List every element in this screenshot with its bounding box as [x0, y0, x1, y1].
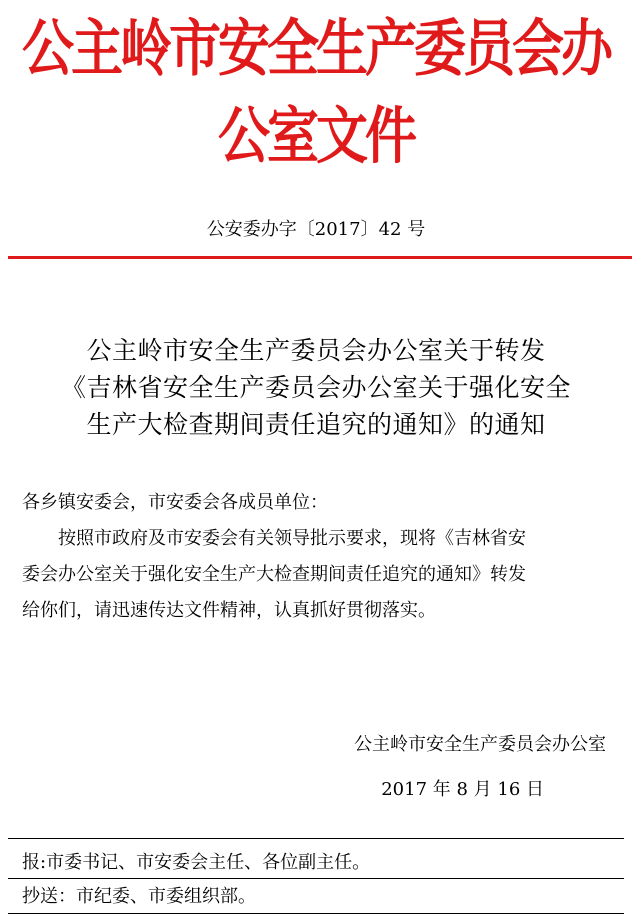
title-line: 生产大检查期间责任追究的通知》的通知: [86, 410, 546, 439]
signature-organization: 公主岭市安全生产委员会办公室: [354, 734, 606, 755]
document-body: [22, 485, 622, 629]
footer-bottom-rule: [8, 913, 624, 914]
document-masthead: 公主岭市安全生产委员会办公室文件: [21, 14, 610, 173]
signature-date: 2017 年 8 月 16 日: [381, 779, 544, 800]
title-line: 《吉林省安全生产委员会办公室关于强化安全: [60, 373, 571, 402]
footer-top-rule: [8, 838, 624, 839]
body-paragraph-line: 按照市政府及市安委会有关领导批示要求，现将《吉林省安: [58, 528, 526, 549]
document-title: [16, 332, 616, 443]
body-paragraph-line: 委会办公室关于强化安全生产大检查期间责任追究的通知》转发: [22, 564, 526, 585]
report-to-line: 报:市委书记、市安委会主任、各位副主任。: [22, 852, 371, 873]
salutation: 各乡镇安委会，市安委会各成员单位：: [22, 492, 328, 513]
title-line: 公主岭市安全生产委员会办公室关于转发: [86, 336, 546, 365]
footer-middle-rule: [8, 878, 624, 879]
document-number: 公安委办字〔2017〕42 号: [206, 219, 426, 240]
body-paragraph-line: 给你们，请迅速传达文件精神，认真抓好贯彻落实。: [22, 600, 436, 621]
copy-to-line: 抄送：市纪委、市委组织部。: [22, 886, 256, 907]
red-separator-line: [8, 256, 632, 259]
